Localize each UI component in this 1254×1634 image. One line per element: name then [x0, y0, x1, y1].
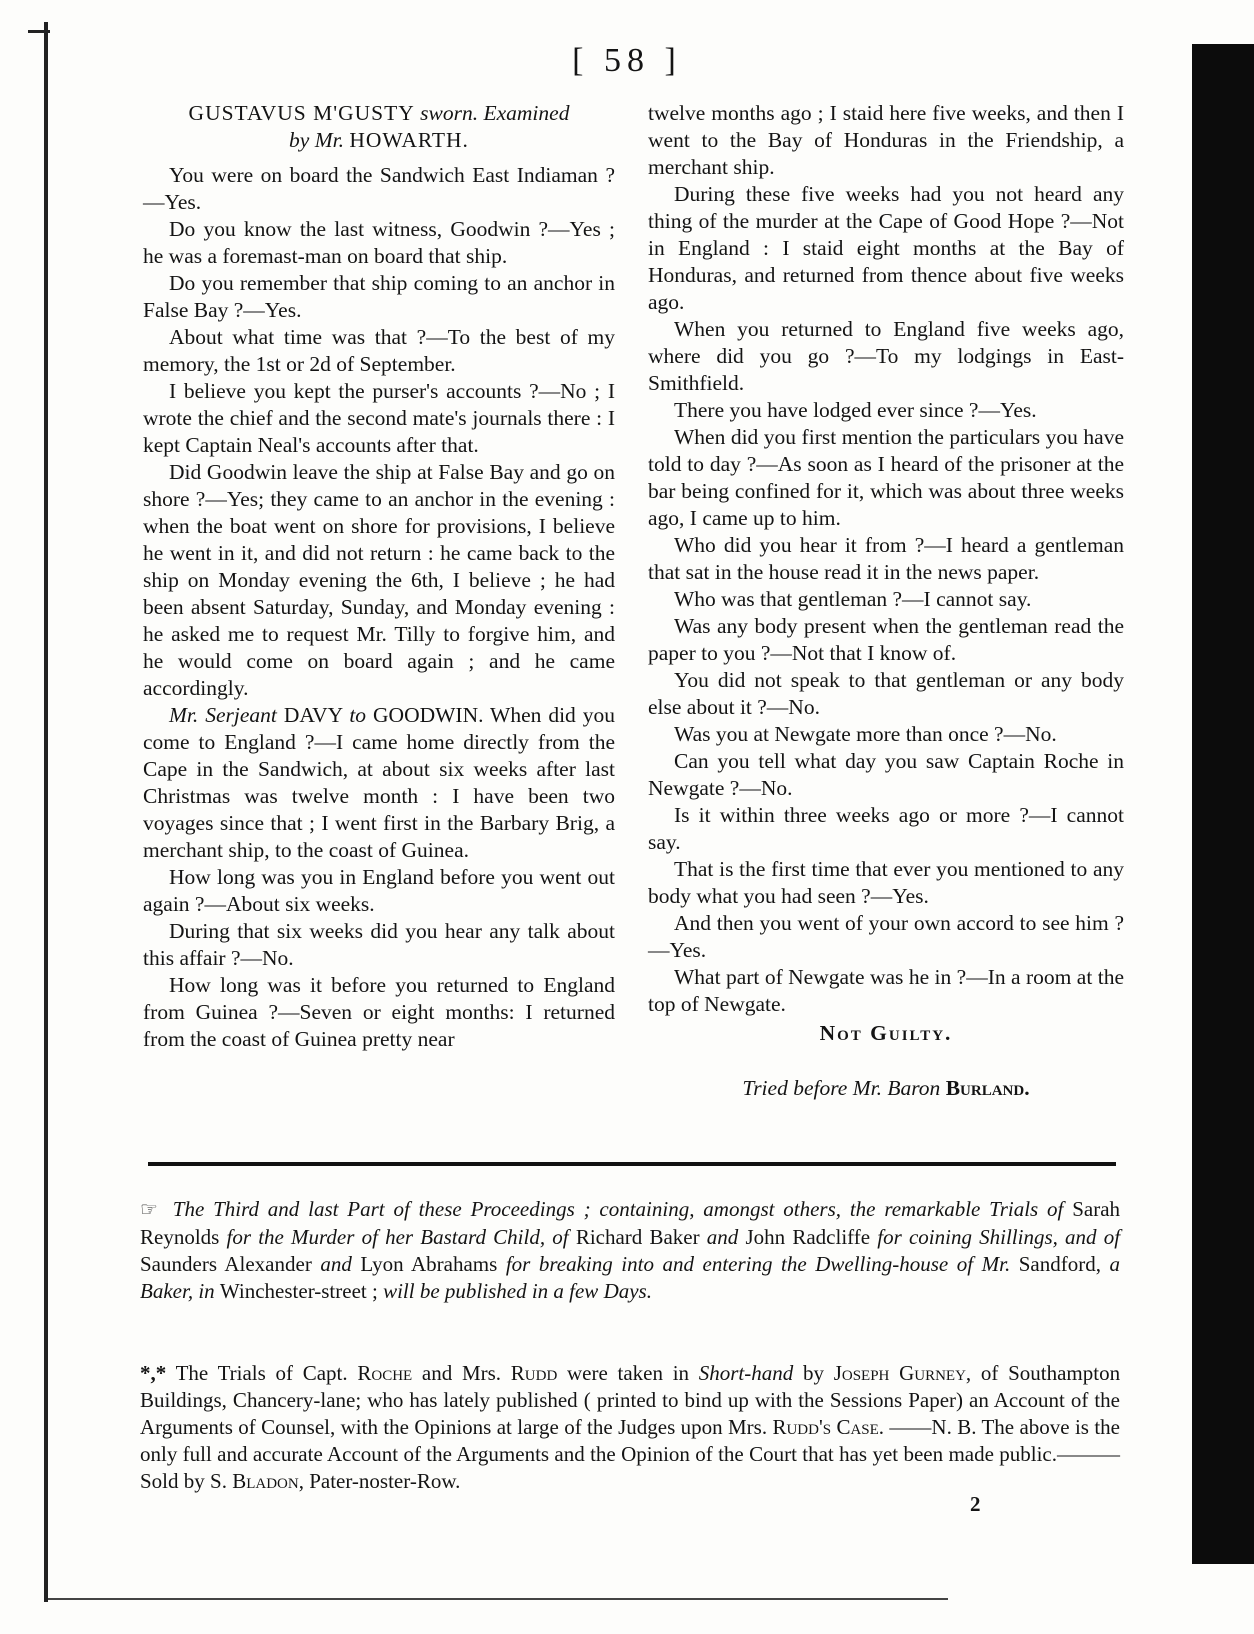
notice-text: The Third and last Part of these Proceedings ; containing, amongst others, the remarkable Trials of	[172, 1197, 1064, 1221]
pointing-hand-icon: ☞	[140, 1199, 158, 1221]
notice-name: Sandford,	[1018, 1252, 1101, 1276]
examiner-name: HOWARTH.	[349, 128, 469, 152]
notice-name: Saunders Alexander	[140, 1252, 312, 1276]
testimony-paragraph: That is the first time that ever you mentioned to any body what you had seen ?—Yes.	[648, 857, 1124, 908]
left-column	[143, 100, 615, 1053]
footnote-text: by	[802, 1361, 824, 1385]
serjeant-name: DAVY	[283, 703, 343, 727]
testimony-paragraph: When you returned to England five weeks ago, where did you go ?—To my lodgings in East-Smithfield.	[648, 317, 1124, 395]
notice-text: for coining Shillings, and of	[877, 1225, 1121, 1249]
sworn-label: sworn. Examined	[420, 101, 570, 125]
testimony-paragraph: How long was it before you returned to England from Guinea ?—Seven or eight months: I returned from the coast of Guinea pretty near	[143, 973, 615, 1051]
footnote-name: Joseph Gurney,	[833, 1361, 972, 1385]
testimony-paragraph: I believe you kept the purser's accounts ?—No ; I wrote the chief and the second mate's journals there : I kept Captain Neal's accounts after that.	[143, 379, 615, 457]
footnote-name: Rudd	[510, 1361, 558, 1385]
section-rule	[148, 1162, 1116, 1166]
serjeant-text: When did you come to England ?—I came home directly from the Cape in the Sandwich, at about six weeks after last Christmas was twelve month : I have been two voyages since that ; I went first in the Barbary Brig, a merchant ship, to the coast of Guinea.	[143, 703, 616, 862]
footnote-name: Roche	[357, 1361, 413, 1385]
left-border-tick	[28, 30, 50, 33]
testimony-paragraph: Is it within three weeks ago or more ?—I cannot say.	[648, 803, 1124, 854]
notice-text: for the Murder of her Bastard Child, of	[226, 1225, 569, 1249]
footnote-name: Bladon,	[232, 1469, 304, 1493]
testimony-paragraph: And then you went of your own accord to see him ?—Yes.	[648, 911, 1124, 962]
notice-text: a Baker, in	[140, 1252, 1121, 1303]
notice-name: John Radcliffe	[745, 1225, 871, 1249]
testimony-paragraph: Do you remember that ship coming to an anchor in False Bay ?—Yes.	[143, 271, 615, 322]
verdict: Not Guilty.	[819, 1021, 953, 1045]
testimony-paragraph: Was you at Newgate more than once ?—No.	[674, 722, 1057, 746]
footnote-mark: *,*	[140, 1361, 167, 1385]
right-column	[648, 100, 1124, 1102]
notice-name: Sarah Reynolds	[140, 1197, 1121, 1249]
testimony-paragraph: There you have lodged ever since ?—Yes.	[674, 398, 1037, 422]
serjeant-examination	[143, 702, 615, 864]
serjeant-prefix: Mr. Serjeant	[169, 703, 277, 727]
serjeant-target: GOODWIN.	[373, 703, 484, 727]
testimony-paragraph: What part of Newgate was he in ?—In a room at the top of Newgate.	[648, 965, 1124, 1016]
testimony-paragraph: You did not speak to that gentleman or any body else about it ?—No.	[648, 668, 1124, 719]
serjeant-to: to	[349, 703, 367, 727]
testimony-paragraph: During these five weeks had you not heard any thing of the murder at the Cape of Good Hope ?—Not in England : I staid eight months at the Bay of Honduras, and returned from thence about five weeks ago.	[648, 182, 1124, 314]
notice-name: Lyon Abrahams	[360, 1252, 498, 1276]
page-number: [ 58 ]	[572, 42, 682, 79]
witness-heading	[143, 100, 615, 154]
testimony-paragraph: You were on board the Sandwich East Indiaman ?—Yes.	[143, 163, 615, 214]
notice-name: Richard Baker	[575, 1225, 700, 1249]
tried-before	[648, 1075, 1124, 1102]
footnote-text: of Southampton Buildings, Chancery-lane; who has lately published ( printed to bind up with the Sessions Paper) an Account of the Arguments of Counsel, with the Opinions at large of the Judges upon Mrs.	[140, 1361, 1121, 1439]
notice-text: will be published in a few Days.	[383, 1279, 652, 1303]
testimony-paragraph: Was any body present when the gentleman read the paper to you ?—Not that I know of.	[648, 614, 1124, 665]
right-scan-edge	[1192, 44, 1254, 1564]
testimony-paragraph: About what time was that ?—To the best of my memory, the 1st or 2d of September.	[143, 325, 615, 376]
footnote-italic: Short-hand	[698, 1361, 794, 1385]
footnote-text: and Mrs.	[421, 1361, 502, 1385]
judge-name: Burland.	[945, 1076, 1030, 1100]
reporter-footnote	[140, 1360, 1120, 1495]
notice-text: and	[320, 1252, 352, 1276]
bottom-border	[48, 1598, 948, 1600]
testimony-paragraph: Who did you hear it from ?—I heard a gentleman that sat in the house read it in the news paper.	[648, 533, 1124, 584]
footnote-text: were taken in	[567, 1361, 690, 1385]
signature-mark: 2	[970, 1492, 981, 1516]
testimony-paragraph: When did you first mention the particulars you have told to day ?—As soon as I heard of the prisoner at the bar being confined for it, which was about three weeks ago, I came up to him.	[648, 425, 1124, 530]
footnote-name: Rudd's Case.	[772, 1415, 885, 1439]
testimony-paragraph: How long was you in England before you went out again ?—About six weeks.	[143, 865, 615, 916]
publication-notice	[140, 1196, 1120, 1305]
notice-text: for breaking into and entering the Dwelling-house of Mr.	[505, 1252, 1011, 1276]
left-border	[44, 22, 48, 1602]
testimony-paragraph: Did Goodwin leave the ship at False Bay and go on shore ?—Yes; they came to an anchor in the evening : when the boat went on shore for provisions, I believe he went in it, and did not return : he came back to the ship on Monday evening the 6th, I believe ; he had been absent Saturday, Sunday, and Monday evening : he asked me to request Mr. Tilly to forgive him, and he would come on board again ; and he came accordingly.	[143, 460, 615, 700]
footnote-text: The Trials of Capt.	[175, 1361, 348, 1385]
notice-name: Winchester-street ;	[219, 1279, 378, 1303]
testimony-paragraph: During that six weeks did you hear any talk about this affair ?—No.	[143, 919, 615, 970]
testimony-paragraph: Who was that gentleman ?—I cannot say.	[674, 587, 1032, 611]
tried-text: Tried before Mr. Baron	[742, 1076, 941, 1100]
witness-name: GUSTAVUS M'GUSTY	[188, 101, 415, 125]
footnote-text: ——N. B. The above is the only full and accurate Account of the Arguments and the Opinion of the Court that has yet been made public.———Sold by S.	[140, 1415, 1121, 1493]
footnote-text: Pater-noster-Row.	[309, 1469, 461, 1493]
notice-text: and	[706, 1225, 739, 1249]
by-label: by Mr.	[289, 128, 344, 152]
testimony-continuation: twelve months ago ; I staid here five weeks, and then I went to the Bay of Honduras in the Friendship, a merchant ship.	[648, 101, 1124, 179]
testimony-paragraph: Do you know the last witness, Goodwin ?—Yes ; he was a foremast-man on board that ship.	[143, 217, 615, 268]
testimony-paragraph: Can you tell what day you saw Captain Roche in Newgate ?—No.	[648, 749, 1124, 800]
